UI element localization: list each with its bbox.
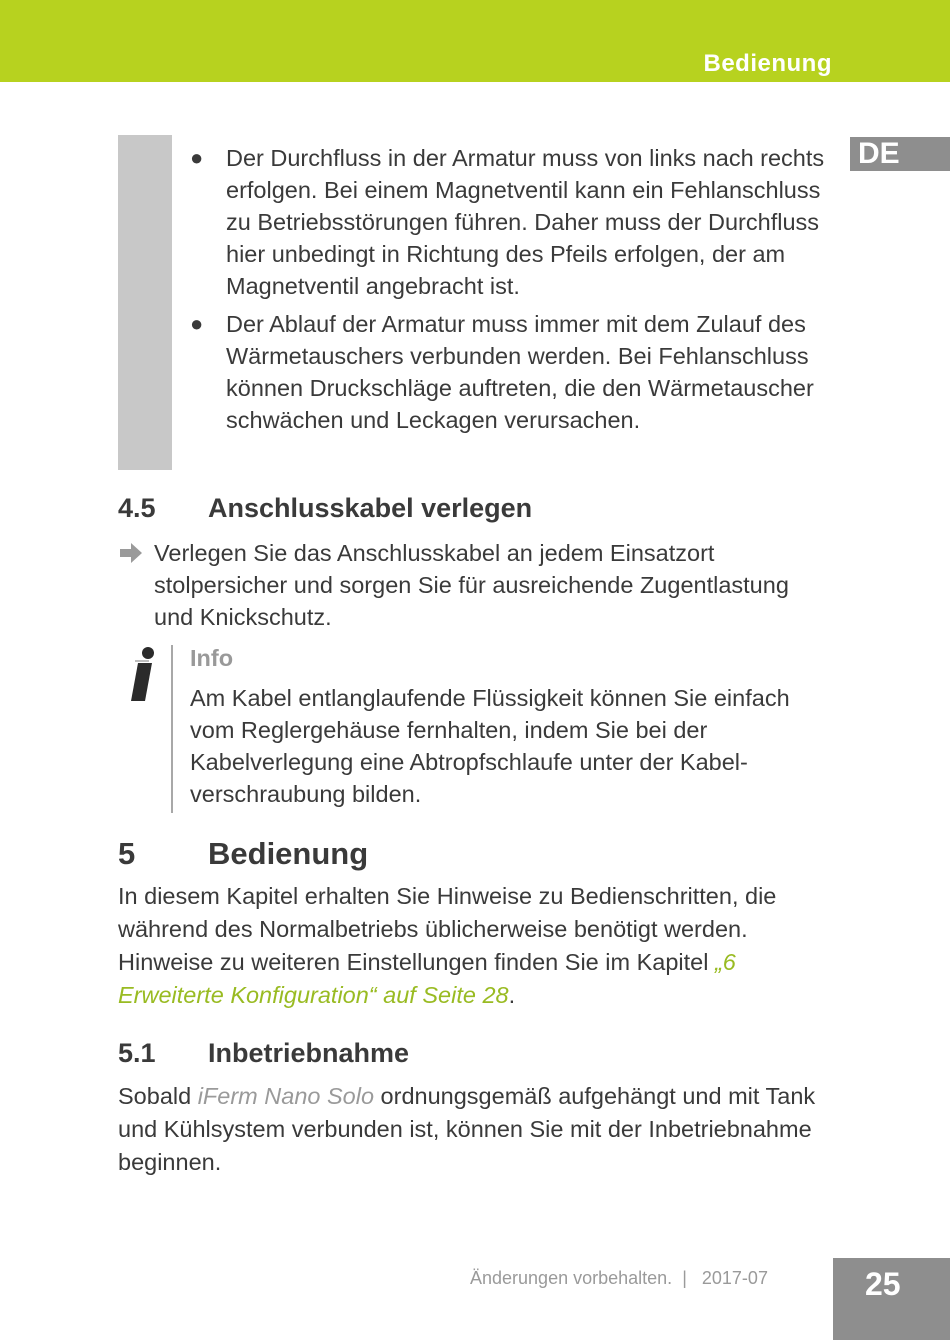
warning-bar: [118, 135, 172, 470]
chapter-heading-5: [118, 836, 368, 872]
intro-text-end: .: [508, 982, 516, 1008]
body-text-end: ordnungsgemäß aufgehängt und mit Tank und Kühlsystem verbunden ist, können Sie mit der Inbetriebnahme beginnen.: [118, 1083, 816, 1175]
footer-date: 2017-07: [701, 1268, 768, 1288]
section-title: Inbetriebnahme: [208, 1038, 410, 1068]
section-title: Anschlusskabel verlegen: [208, 493, 533, 523]
info-divider: [171, 645, 173, 813]
running-header-title: Bedienung: [703, 50, 832, 77]
chapter-title: Bedienung: [208, 836, 369, 871]
bullet-icon: ●: [190, 145, 204, 170]
info-label: Info: [190, 645, 234, 671]
bullet-icon: ●: [190, 311, 204, 336]
info-text: Am Kabel entlanglaufende Flüssigkeit können Sie einfach vom Reglergehäuse fernhalten, indem Sie bei der Kabelverlegung eine Abtropfschlaufe unter der Kabelverschraubung bilden.: [190, 685, 790, 807]
warning-bullet-list: [188, 142, 838, 442]
list-item: [188, 142, 838, 302]
bullet-text: Der Ablauf der Armatur muss immer mit dem Zulauf des Wärmetauschers verbunden werden. Bei Fehlanschluss können Druckschläge auftreten, die den Wärmetauscher schwächen und Leckagen verursachen.: [226, 311, 814, 433]
page-number-box: [833, 1258, 950, 1340]
section-5-1-text: [118, 1080, 818, 1179]
arrow-right-icon: [118, 539, 146, 567]
product-name: iFerm Nano Solo: [197, 1083, 375, 1109]
section-heading-5-1: [118, 1038, 409, 1069]
body-text: Sobald: [118, 1083, 198, 1109]
action-step: [118, 537, 818, 633]
page-number: 25: [865, 1266, 901, 1302]
language-tab-label: DE: [858, 137, 900, 170]
chapter-5-intro: [118, 880, 818, 1012]
section-number: 4.5: [118, 493, 156, 523]
footer-separator: |: [682, 1268, 687, 1288]
section-heading-4-5: [118, 493, 532, 524]
language-tab: [850, 137, 950, 171]
action-text: Verlegen Sie das Anschlusskabel an jedem Einsatzort stolpersicher und sorgen Sie für ausreichende Zugentlastung und Knickschutz.: [154, 540, 789, 630]
list-item: [188, 308, 838, 436]
footer-note: [470, 1268, 768, 1289]
cross-reference-link[interactable]: „6 Erweiterte Konfiguration“ auf Seite 28: [118, 949, 736, 1008]
footer-disclaimer: Änderungen vorbehalten.: [470, 1268, 673, 1288]
chapter-number: 5: [118, 836, 136, 871]
intro-text: In diesem Kapitel erhalten Sie Hinweise zu Bedienschritten, die während des Normalbetriebs üblicherweise benötigt werden. Hinweise zu weiteren Einstellungen finden Sie im Kapitel: [118, 883, 777, 975]
bullet-text: Der Durchfluss in der Armatur muss von links nach rechts erfolgen. Bei einem Magnetventil kann ein Fehlanschluss zu Betriebsstörungen führen. Daher muss der Durchfluss hier unbedingt in Richtung des Pfeils erfolgen, der am Magnetventil angebracht ist.: [226, 145, 825, 299]
info-icon: [126, 645, 160, 705]
section-number: 5.1: [118, 1038, 156, 1068]
